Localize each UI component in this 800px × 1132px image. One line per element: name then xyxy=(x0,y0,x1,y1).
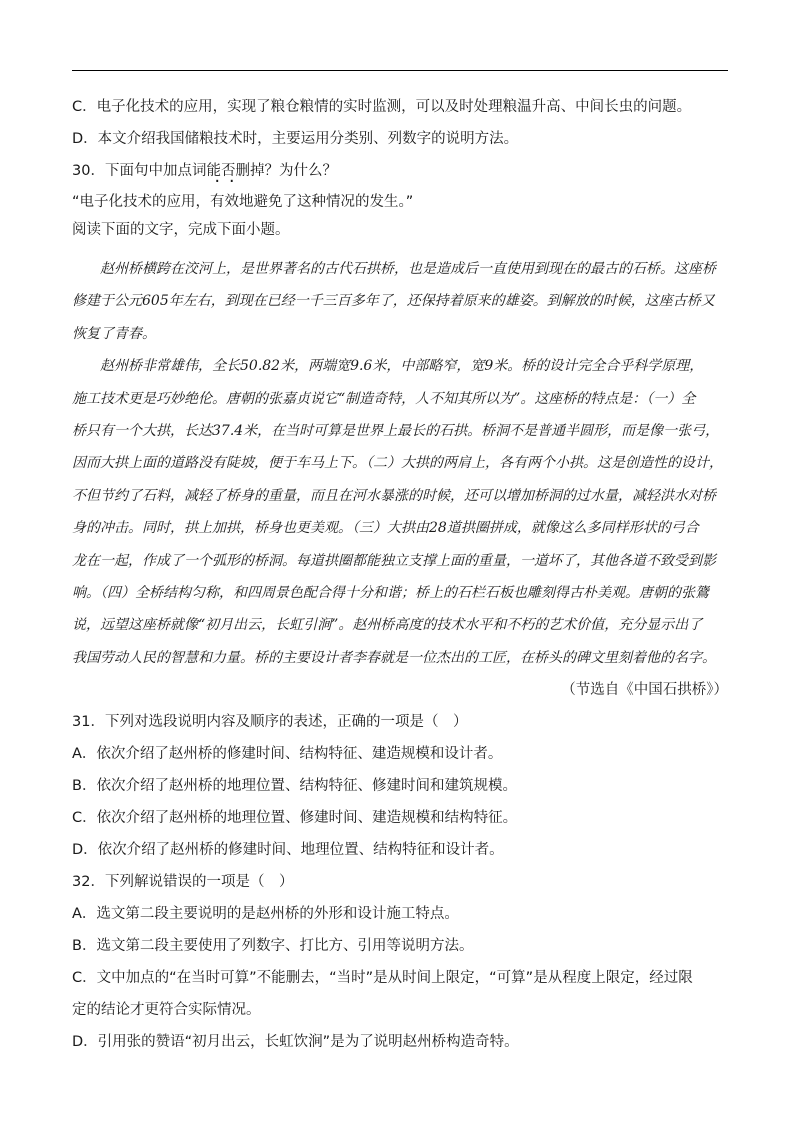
passage-line: 恢复了青春。 xyxy=(72,325,156,342)
passage-line: 施工技术更是巧妙绝伦。唐朝的张嘉贞说它“制造奇特，人不知其所以为”。这座桥的特点是：（一）全 xyxy=(72,390,696,407)
passage-line: 赵州桥横跨在洨河上，是世界著名的古代石拱桥，也是造成后一直使用到现在的最古的石桥。这座桥 xyxy=(100,261,716,277)
quote-before: “电子化技术的应用， xyxy=(72,194,211,210)
passage-line: 修建于公元605年左右，到现在已经一千三百多年了，还保持着原来的雄姿。到解放的时候，这座古桥又 xyxy=(72,293,715,310)
q31-option-c: C．依次介绍了赵州桥的地理位置、修建时间、建造规模和结构特征。 xyxy=(72,810,518,827)
passage xyxy=(72,253,728,674)
passage-line: 响。（四）全桥结构匀称，和四周景色配合得十分和谐；桥上的石栏石板也雕刻得古朴美观。唐朝的张鷟 xyxy=(72,584,709,601)
q31-option-b: B．依次介绍了赵州桥的地理位置、结构特征、修建时间和建筑规模。 xyxy=(72,778,517,795)
question-31: 31．下列对选段说明内容及顺序的表述，正确的一项是（ ） xyxy=(72,714,468,731)
q31-option-d: D．依次介绍了赵州桥的修建时间、地理位置、结构特征和设计者。 xyxy=(72,842,504,859)
passage-line: 我国劳动人民的智慧和力量。桥的主要设计者李春就是一位杰出的工匠，在桥头的碑文里刻着他的名字。 xyxy=(72,649,716,666)
passage-source: （节选自《中国石拱桥》） xyxy=(561,682,728,699)
quote-after: 地避免了这种情况的发生。” xyxy=(239,194,414,210)
passage-line: 身的冲击。同时，拱上加拱，桥身也更美观。（三）大拱由28道拱圈拼成，就像这么多同样形状的弓合 xyxy=(72,520,699,537)
option-c-previous: C．电子化技术的应用，实现了粮仓粮情的实时监测，可以及时处理粮温升高、中间长虫的问题。 xyxy=(72,99,692,115)
passage-line: 龙在一起，作成了一个弧形的桥洞。每道拱圈都能独立支撑上面的重量，一道坏了，其他各道不致受到影 xyxy=(72,552,716,569)
passage-line: 赵州桥非常雄伟，全长50.82米，两端宽9.6米，中部略窄，宽9米。桥的设计完全合乎科学原理， xyxy=(100,358,704,375)
passage-line: 不但节约了石料，减轻了桥身的重量，而且在河水暴涨的时候，还可以增加桥洞的过水量，减轻洪水对桥 xyxy=(72,487,716,504)
q32-option-a: A．选文第二段主要说明的是赵州桥的外形和设计施工特点。 xyxy=(72,906,459,923)
q32-option-d: D．引用张的赞语“初月出云，长虹饮涧”是为了说明赵州桥构造奇特。 xyxy=(72,1034,519,1051)
reading-instruction: 阅读下面的文字，完成下面小题。 xyxy=(72,222,290,238)
question-30: 30．下面句中加点词能否删掉？为什么？ xyxy=(72,163,337,179)
document-body xyxy=(72,91,728,1058)
dotted-char-1: 有 xyxy=(210,194,225,210)
question-30-quote xyxy=(72,187,728,217)
q32-option-c-continued: 定的结论才更符合实际情况。 xyxy=(72,1002,261,1019)
header-rule xyxy=(72,70,728,71)
dotted-char-2: 效 xyxy=(224,194,240,210)
q31-option-a: A．依次介绍了赵州桥的修建时间、结构特征、建造规模和设计者。 xyxy=(72,746,503,763)
passage-line: 桥只有一个大拱，长达37.4米，在当时可算是世界上最长的石拱。桥洞不是普通半圆形，而是像一张弓， xyxy=(72,422,720,439)
q32-option-c: C．文中加点的“在当时可算”不能删去，“当时”是从时间上限定，“可算”是从程度上限定，经过限 xyxy=(72,970,693,987)
question-32: 32．下列解说错误的一项是（ ） xyxy=(72,874,294,891)
passage-line: 说，远望这座桥就像“初月出云，长虹引涧”。赵州桥高度的技术水平和不朽的艺术价值，充分显示出了 xyxy=(72,617,703,634)
option-d-previous: D．本文介绍我国储粮技术时，主要运用分类别、列数字的说明方法。 xyxy=(72,131,519,147)
q32-option-b: B．选文第二段主要使用了列数字、打比方、引用等说明方法。 xyxy=(72,938,474,955)
passage-line: 因而大拱上面的道路没有陡坡，便于车马上下。（二）大拱的两肩上，各有两个小拱。这是创造性的设计， xyxy=(72,455,723,472)
